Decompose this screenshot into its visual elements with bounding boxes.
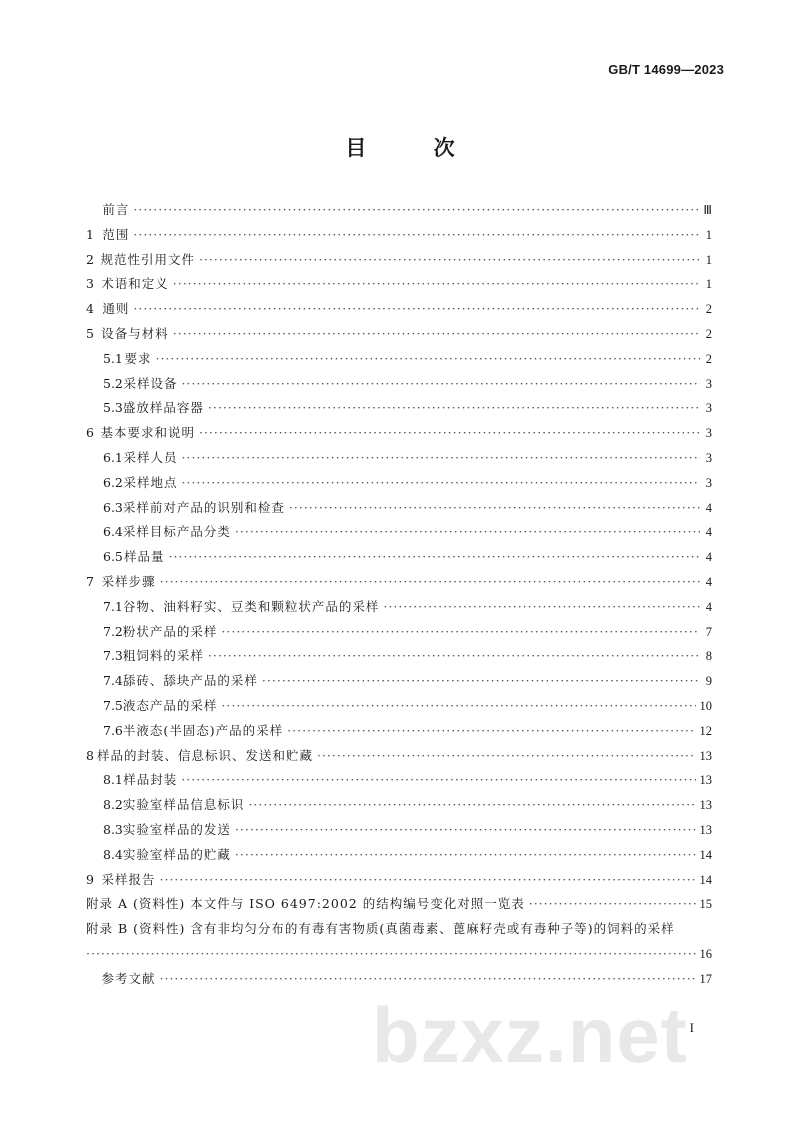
toc-leader-dots xyxy=(181,374,700,394)
toc-section-title: 采样人员 xyxy=(123,450,178,465)
toc-page-number: 4 xyxy=(705,575,712,589)
toc-page-number: 16 xyxy=(699,947,712,961)
toc-leader-dots xyxy=(181,448,700,468)
toc-page-number: 4 xyxy=(705,525,712,540)
toc-section-title: 采样设备 xyxy=(123,375,178,391)
toc-row[interactable] xyxy=(86,324,712,344)
toc-section-title: 附录 B (资料性) 含有非均匀分布的有毒有害物质(真菌毒素、蓖麻籽壳或有毒种子等)的饲料的采样 xyxy=(86,921,675,937)
toc-section-title: 实验室样品信息标识 xyxy=(122,797,245,813)
toc-leader-dots xyxy=(181,770,695,790)
watermark-text: bzxz.net xyxy=(372,991,688,1079)
toc-row[interactable] xyxy=(86,200,712,220)
toc-row[interactable] xyxy=(86,746,712,766)
toc-section-title: 舔砖、舔块产品的采样 xyxy=(122,673,258,689)
toc-leader-dots xyxy=(221,696,695,716)
toc-section-number: 5.2 xyxy=(103,375,123,391)
toc-row[interactable] xyxy=(86,696,712,716)
toc-section-number: 7.5 xyxy=(103,698,123,713)
toc-section-title: 半液态(半固态)产品的采样 xyxy=(122,722,284,738)
toc-page-number: 3 xyxy=(705,376,712,391)
toc-row[interactable] xyxy=(86,820,712,840)
toc-section-title: 实验室样品的发送 xyxy=(122,822,231,837)
toc-section-title: 样品量 xyxy=(123,549,165,565)
toc-page-number: 1 xyxy=(705,227,712,242)
toc-section-number: 6.3 xyxy=(103,499,123,515)
toc-section-title: 通则 xyxy=(102,301,130,317)
toc-section-number: 7 xyxy=(86,574,94,589)
toc-row[interactable] xyxy=(86,795,712,815)
toc-section-title: 采样地点 xyxy=(123,474,178,490)
toc-section-title: 盛放样品容器 xyxy=(122,400,204,416)
toc-row[interactable] xyxy=(86,448,712,468)
toc-row[interactable] xyxy=(86,522,712,542)
toc-row[interactable] xyxy=(86,721,712,741)
toc-section-title: 液态产品的采样 xyxy=(122,698,218,713)
toc-page-number: 2 xyxy=(705,327,712,341)
toc-row[interactable] xyxy=(86,225,712,245)
toc-page-number: 3 xyxy=(705,401,712,416)
toc-row[interactable] xyxy=(86,969,712,989)
toc-leader-dots xyxy=(262,671,700,691)
toc-section-title: 要求 xyxy=(124,350,152,366)
toc-leader-dots xyxy=(133,299,700,319)
toc-section-number: 5.1 xyxy=(103,350,123,366)
toc-leader-dots xyxy=(529,894,696,914)
toc-section-number: 8.4 xyxy=(103,846,123,862)
toc-section-number: 2 xyxy=(86,251,94,267)
toc-section-number: 8 xyxy=(86,747,94,763)
toc-section-number: 6.4 xyxy=(103,524,123,540)
toc-leader-dots xyxy=(173,324,700,344)
toc-leader-dots xyxy=(160,969,696,989)
toc-row[interactable] xyxy=(86,349,712,369)
toc-section-number: 6.2 xyxy=(103,474,123,490)
toc-leader-dots xyxy=(235,845,696,865)
toc-section-number: 7.3 xyxy=(103,648,123,664)
toc-row[interactable] xyxy=(86,597,712,617)
toc-leader-dots xyxy=(173,274,700,294)
toc-page-number: 4 xyxy=(705,599,712,614)
toc-leader-dots xyxy=(235,522,700,542)
toc-page-number: 7 xyxy=(705,624,712,639)
toc-section-number: 7.2 xyxy=(103,623,123,639)
toc-section-number: 4 xyxy=(86,301,94,317)
toc-page-number: 12 xyxy=(699,723,712,738)
toc-leader-dots xyxy=(289,498,700,518)
toc-row[interactable] xyxy=(86,423,712,443)
toc-page-number: 2 xyxy=(705,302,712,317)
toc-row[interactable] xyxy=(86,622,712,642)
toc-page-number: 14 xyxy=(699,847,712,862)
toc-row[interactable] xyxy=(86,770,712,790)
toc-leader-dots xyxy=(208,646,700,666)
toc-section-title: 采样目标产品分类 xyxy=(122,524,231,540)
toc-page-number: 13 xyxy=(699,823,712,837)
toc-leader-dots xyxy=(248,795,695,815)
toc-page-number: 13 xyxy=(699,773,712,788)
toc-leader-dots xyxy=(133,200,699,220)
toc-section-number: 6.1 xyxy=(103,450,123,465)
toc-row[interactable] xyxy=(86,374,712,394)
toc-section-title: 前言 xyxy=(102,202,130,217)
toc-page-number: 15 xyxy=(699,897,712,912)
toc-leader-dots xyxy=(160,572,700,592)
toc-section-title: 参考文献 xyxy=(101,970,156,986)
toc-page-number: 1 xyxy=(705,252,712,267)
toc-leader-dots xyxy=(133,225,700,245)
toc-leader-dots xyxy=(317,746,696,766)
toc-page-number: 8 xyxy=(705,649,712,664)
toc-page-number: 3 xyxy=(705,475,712,490)
toc-page-number: 4 xyxy=(705,550,712,565)
toc-page-number: 13 xyxy=(699,748,712,763)
toc-row[interactable] xyxy=(86,870,712,890)
toc-leader-dots xyxy=(155,349,700,369)
standard-code: GB/T 14699—2023 xyxy=(608,62,724,77)
toc-row-continuation[interactable] xyxy=(86,944,712,964)
toc-section-title: 样品的封装、信息标识、发送和贮藏 xyxy=(96,747,313,763)
toc-section-number: 3 xyxy=(86,276,94,292)
toc-section-title: 附录 A (资料性) 本文件与 ISO 6497:2002 的结构编号变化对照一览表 xyxy=(86,896,525,912)
toc-section-number: 7.4 xyxy=(103,673,123,689)
toc-page-number: 3 xyxy=(705,451,712,465)
toc-section-title: 采样报告 xyxy=(101,871,156,887)
toc-section-number: 5 xyxy=(86,326,94,341)
toc-row[interactable] xyxy=(86,671,712,691)
toc-page-number: 17 xyxy=(699,971,712,986)
toc-page-number: 13 xyxy=(699,798,712,813)
toc-section-title: 采样前对产品的识别和检查 xyxy=(122,499,285,515)
toc-section-title: 粗饲料的采样 xyxy=(122,648,204,664)
toc-section-number: 8.3 xyxy=(103,822,123,837)
toc-section-number: 9 xyxy=(86,871,94,887)
toc-leader-dots xyxy=(287,721,695,741)
toc-row[interactable] xyxy=(86,572,712,592)
toc-leader-dots xyxy=(199,423,700,443)
toc-row[interactable] xyxy=(86,919,712,939)
toc-row[interactable] xyxy=(86,547,712,567)
toc-row[interactable] xyxy=(86,646,712,666)
toc-row[interactable] xyxy=(86,845,712,865)
toc-page-number: 10 xyxy=(699,699,712,713)
toc-section-title: 谷物、油料籽实、豆类和颗粒状产品的采样 xyxy=(122,598,380,614)
toc-section-number: 1 xyxy=(86,226,94,242)
toc-leader-dots xyxy=(199,250,700,270)
toc-row[interactable] xyxy=(86,274,712,294)
toc-leader-dots xyxy=(160,870,696,890)
toc-page-number: 2 xyxy=(705,351,712,366)
toc-section-number: 8.1 xyxy=(103,772,123,788)
toc-page-number: 1 xyxy=(705,277,712,292)
toc-section-title: 实验室样品的贮藏 xyxy=(122,846,231,862)
toc-section-title: 基本要求和说明 xyxy=(100,425,195,441)
toc-section-number: 6.5 xyxy=(103,549,123,565)
toc-page-number: Ⅲ xyxy=(703,203,712,217)
toc-leader-dots xyxy=(235,820,696,840)
toc-page-number: 14 xyxy=(699,872,712,887)
toc-row[interactable] xyxy=(86,498,712,518)
toc-row[interactable] xyxy=(86,398,712,418)
toc-section-title: 术语和定义 xyxy=(101,276,169,292)
toc-row[interactable] xyxy=(86,250,712,270)
toc-section-number: 7.6 xyxy=(103,722,123,738)
page-title: 目 次 xyxy=(345,135,485,160)
toc-row[interactable] xyxy=(86,473,712,493)
toc-section-number: 5.3 xyxy=(103,400,123,416)
toc-leader-dots xyxy=(181,473,700,493)
toc-section-title: 规范性引用文件 xyxy=(100,251,195,267)
page-number: I xyxy=(689,1020,694,1035)
toc-section-number: 6 xyxy=(86,425,94,441)
toc-leader-dots xyxy=(168,547,700,567)
toc-section-title: 采样步骤 xyxy=(101,574,156,589)
toc-leader-dots xyxy=(208,398,700,418)
toc-leader-dots xyxy=(221,622,700,642)
toc-section-number: 7.1 xyxy=(103,598,123,614)
toc-section-title: 样品封装 xyxy=(123,772,178,788)
toc-leader-dots xyxy=(86,944,696,964)
toc-section-title: 范围 xyxy=(102,226,130,242)
toc-page-number: 9 xyxy=(705,674,712,689)
toc-leader-dots xyxy=(383,597,700,617)
toc-section-title: 设备与材料 xyxy=(101,326,169,341)
toc-section-title: 粉状产品的采样 xyxy=(122,623,218,639)
toc-page-number: 4 xyxy=(705,500,712,515)
toc-page-number: 3 xyxy=(705,426,712,441)
toc-section-number: 8.2 xyxy=(103,797,123,813)
toc-row[interactable] xyxy=(86,299,712,319)
toc-row[interactable] xyxy=(86,894,712,914)
